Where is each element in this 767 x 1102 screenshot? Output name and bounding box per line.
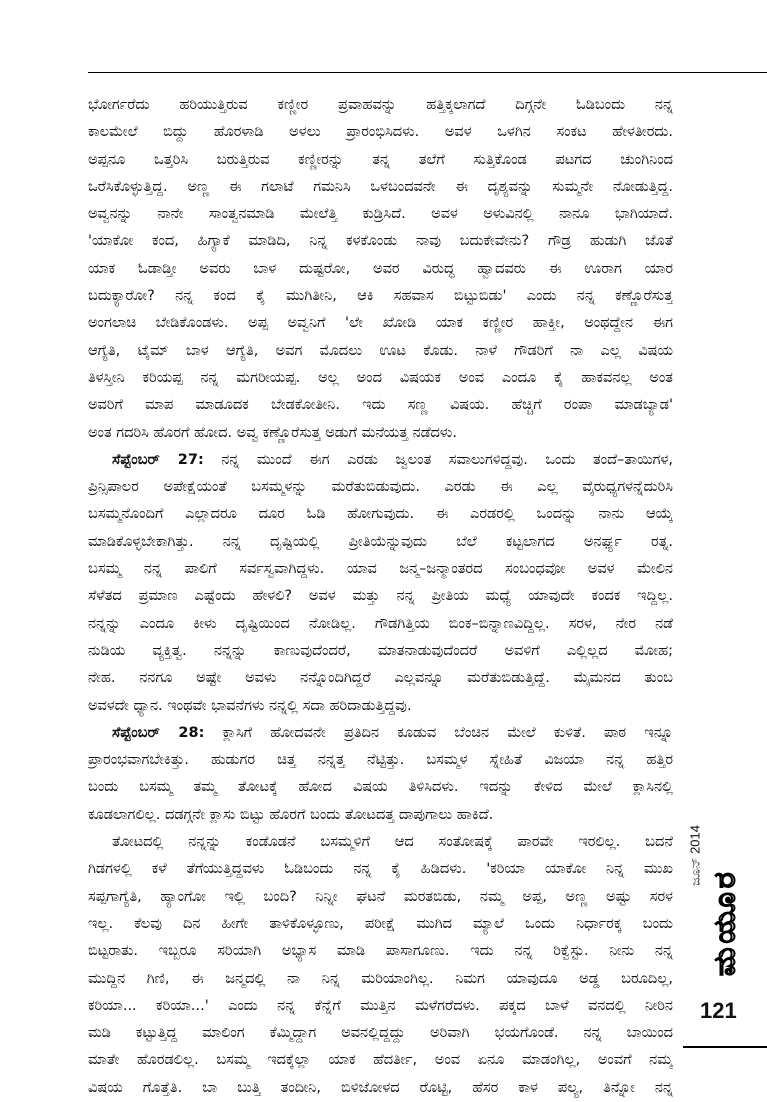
body-line: ನನ್ನನ್ನು ಎಂದೂ ಕೀಳು ದೃಷ್ಟಿಯಿಂದ ನೋಡಿಲ್ಲ. ಗೌಡಗಿತ್ತಿಯ ಬಿಂಕ–ಬಿನ್ನಾಣವಿದ್ದಿಲ್ಲ. ಸರಳ, ನೇರ ನಡೆ: [88, 615, 673, 632]
body-line: ಅವರಿಗೆ ಮಾಪ ಮಾಡೂದಕ ಬೇಡಕೋತೀನಿ. ಇದು ಸಣ್ಣ ವಿಷಯ. ಹೆಚ್ಚಿಗೆ ರಂಪಾ ಮಾಡಬ್ಯಾಡ': [88, 397, 673, 414]
body-line: ಸಪ್ಪಗಾಗ್ಯೆತಿ, ಹ್ಯಾಂಗೋ ಇಲ್ಲಿ ಬಂದಿ? ನಿನ್ನೀ ಘಟನೆ ಮರತಬಿಡು, ನಮ್ಮ ಅಪ್ಪ, ಅಣ್ಣ ಅಷ್ಟು ಸರಳ: [88, 888, 673, 905]
body-line: ಮಾತೇ ಹೊರಡಲಿಲ್ಲ. ಬಸಮ್ಮ ಇದಕ್ಕೆಲ್ಲಾ ಯಾಕ ಹೆದರ್ತೀ, ಅಂವ ಏನೂ ಮಾಡಂಗಿಲ್ಲ, ಅಂವಗೆ ನಮ್ಮ: [88, 1052, 673, 1069]
body-line-dated: ಸೆಪ್ಟೆಂಬರ್ 27: ನನ್ನ ಮುಂದೆ ಈಗ ಎರಡು ಜ್ವಲಂತ ಸವಾಲುಗಳಿದ್ದವು. ಒಂದು ತಂದೆ–ತಾಯಿಗಳ,: [112, 451, 673, 468]
body-line-dated: ಸೆಪ್ಟೆಂಬರ್ 28: ಕ್ಲಾಸಿಗೆ ಹೋದವನೇ ಪ್ರತಿದಿನ ಕೂಡುವ ಬೆಂಚಿನ ಮೇಲೆ ಕುಳಿತೆ. ಪಾಠ ಇನ್ನೂ: [112, 724, 673, 741]
body-line: ಇಲ್ಲ. ಕೆಲವು ದಿನ ಹೀಗೇ ತಾಳಿಕೊಳ್ಳೂಣು, ಪರೀಕ್ಷೆ ಮುಗಿದ ಮ್ಯಾಲೆ ಒಂದು ನಿರ್ಧಾರಕ್ಕ ಬಂದು: [88, 915, 673, 932]
bottom-rule: [683, 1046, 767, 1048]
body-line: ಯಾಕ ಓಡಾಡ್ತೀ ಅವರು ಬಾಳ ದುಷ್ಟರೋ, ಅವರ ವಿರುದ್ಧ ಹ್ವಾದವರು ಈ ಊರಾಗ ಯಾರ: [88, 260, 673, 277]
body-line: ಸೆಳೆತದ ಪ್ರಮಾಣ ಎಷ್ಟೆಂದು ಹೇಳಲಿ? ಅವಳ ಮತ್ತು ನನ್ನ ಪ್ರೀತಿಯ ಮಧ್ಯೆ ಯಾವುದೇ ಕಂದಕ ಇದ್ದಿಲ್ಲ.: [88, 588, 673, 605]
body-line: ನುಡಿಯ ವ್ಯಕ್ತಿತ್ವ. ನನ್ನನ್ನು ಕಾಣುವುದೆಂದರೆ, ಮಾತನಾಡುವುದೆಂದರೆ ಅವಳಿಗೆ ಎಲ್ಲಿಲ್ಲದ ಮೋಹ;: [88, 642, 673, 659]
body-line: ಬದುಕ್ಯಾರೋ? ನನ್ನ ಕಂದ ಕೈ ಮುಗಿತೀನಿ, ಆಕಿ ಸಹವಾಸ ಬಿಟ್ಟುಬಿಡು' ಎಂದು ನನ್ನ ಕಣ್ಣೊರೆಸುತ್ತ: [88, 288, 673, 305]
page-number: 121: [700, 998, 737, 1023]
body-line: ಬಂದು ಬಸಮ್ಮ ತಮ್ಮ ತೋಟಕ್ಕೆ ಹೋದ ವಿಷಯ ತಿಳಿಸಿದಳು. ಇದನ್ನು ಕೇಳಿದ ಮೇಲೆ ಕ್ಲಾಸಿನಲ್ಲಿ: [88, 779, 673, 796]
body-line: ಪ್ರಾರಂಭವಾಗಬೇಕಿತ್ತು. ಹುಡುಗರ ಚಿತ್ತ ನನ್ನತ್ತ ನೆಟ್ಟಿತ್ತು. ಬಸಮ್ಮಳ ಸ್ನೇಹಿತೆ ವಿಜಯಾ ನನ್ನ ಹತ್ತಿರ: [88, 752, 673, 769]
body-line: ಮಡಿ ಕಟ್ಟುತ್ತಿದ್ದ ಮಾಲಿಂಗ ಕೆಮ್ಮಿದ್ದಾಗ ಅವನಲ್ಲಿದ್ದದ್ದು ಅರಿವಾಗಿ ಭಯಗೊಂಡೆ. ನನ್ನ ಬಾಯಿಂದ: [88, 1025, 673, 1042]
body-line: ಆಗ್ಯೆತಿ, ಟೈಮ್ ಬಾಳ ಆಗ್ಯೆತಿ, ಅವಗ ಮೊದಲು ಊಟ ಕೊಡು. ನಾಳೆ ಗೌಡರಿಗೆ ನಾ ಎಲ್ಲ ವಿಷಯ: [88, 342, 673, 359]
body-line: ಒರೆಸಿಕೊಳ್ಳುತ್ತಿದ್ದ. ಅಣ್ಣ ಈ ಗಲಾಟೆ ಗಮನಿಸಿ ಒಳಬಂದವನೇ ಈ ದೃಶ್ಯವನ್ನು ಸುಮ್ಮನೇ ನೋಡುತ್ತಿದ್ದ.: [88, 178, 673, 195]
issue-date: ಜೂನ್ 2014: [687, 824, 703, 886]
body-line: ಗಿಡಗಳಲ್ಲಿ ಕಳೆ ತೆಗೆಯುತ್ತಿದ್ದವಳು ಓಡಿಬಂದು ನನ್ನ ಕೈ ಹಿಡಿದಳು. 'ಕರಿಯಾ ಯಾಕೋ ನಿನ್ನ ಮುಖ: [88, 861, 673, 878]
body-line: ಮಾಡಿಕೊಳ್ಳಬೇಕಾಗಿತ್ತು. ನನ್ನ ದೃಷ್ಟಿಯಲ್ಲಿ ಪ್ರೀತಿಯೆನ್ನುವುದು ಬೆಲೆ ಕಟ್ಟಲಾಗದ ಅನರ್ಘ್ಯ ರತ್ನ.: [88, 533, 673, 550]
body-line: ಅಂತ ಗದರಿಸಿ ಹೊರಗೆ ಹೋದ. ಅವ್ವ ಕಣ್ಣೊರೆಸುತ್ತ ಅಡುಗೆ ಮನೆಯತ್ತ ನಡೆದಳು.: [88, 424, 458, 441]
body-line: 'ಯಾಕೋ ಕಂದ, ಹಿಗ್ಯಾಕೆ ಮಾಡಿದಿ, ನಿನ್ನ ಕಳಕೊಂಡು ನಾವು ಬದುಕೇವೇನು? ಗೌಡ್ರ ಹುಡುಗಿ ಜೊತೆ: [88, 233, 673, 250]
body-line: ತಿಳಸ್ತೀನಿ ಕರಿಯಪ್ಪ ನನ್ನ ಮಗರೀಯಪ್ಪ. ಅಲ್ಲ ಅಂದ ವಿಷಯಕ ಅಂವ ಎಂದೂ ಕೈ ಹಾಕವನಲ್ಲ ಅಂತ: [88, 369, 673, 386]
body-line: ಬಸಮ್ಮ ನನ್ನ ಪಾಲಿಗೆ ಸರ್ವಸ್ವವಾಗಿದ್ದಳು. ಯಾವ ಜನ್ಮ–ಜನ್ಮಾಂತರದ ಸಂಬಂಧವೋ ಅವಳ ಮೇಲಿನ: [88, 561, 673, 578]
body-line: ಕರಿಯಾ... ಕರಿಯಾ...' ಎಂದು ನನ್ನ ಕೆನ್ನೆಗೆ ಮುತ್ತಿನ ಮಳೆಗರೆದಳು. ಪಕ್ಕದ ಬಾಳೆ ವನದಲ್ಲಿ ನೀರಿನ: [88, 997, 673, 1014]
article-body: [88, 92, 673, 1102]
magazine-logo: ಮಯೂರ: [707, 868, 743, 977]
top-rule: [88, 72, 767, 73]
body-line: ತೋಟದಲ್ಲಿ ನನ್ನನ್ನು ಕಂಡೊಡನೆ ಬಸಮ್ಮಳಿಗೆ ಆದ ಸಂತೋಷಕ್ಕೆ ಪಾರವೇ ಇರಲಿಲ್ಲ. ಬದನೆ: [112, 834, 673, 851]
body-line: ಕೂಡಲಾಗಲಿಲ್ಲ. ದಡಗ್ಗನೇ ಕ್ಲಾಸು ಬಿಟ್ಟು ಹೊರಗೆ ಬಂದು ತೋಟದತ್ತ ದಾಪುಗಾಲು ಹಾಕಿದೆ.: [88, 806, 494, 823]
body-line: ಭೋರ್ಗರೆದು ಹರಿಯುತ್ತಿರುವ ಕಣ್ಣೀರ ಪ್ರವಾಹವನ್ನು ಹತ್ತಿಕ್ಕಲಾಗದೆ ದಿಗ್ಗನೇ ಓಡಿಬಂದು ನನ್ನ: [88, 97, 673, 113]
body-line: ಅಪ್ಪನೂ ಒತ್ತರಿಸಿ ಬರುತ್ತಿರುವ ಕಣ್ಣೀರನ್ನು ತನ್ನ ತಲೆಗೆ ಸುತ್ತಿಕೊಂಡ ಪಟಗದ ಚುಂಗಿನಿಂದ: [88, 151, 673, 168]
body-line: ನೇಹ. ನನಗೂ ಅಷ್ಟೇ ಅವಳು ನನ್ನೊಂದಿಗಿದ್ದರೆ ಎಲ್ಲವನ್ನೂ ಮರೆತುಬಿಡುತ್ತಿದ್ದೆ. ಮೈಮನದ ತುಂಬ: [88, 670, 673, 687]
diary-date-label: ಸೆಪ್ಟೆಂಬರ್ 28:: [112, 724, 205, 741]
body-line: ಅವಳದೇ ಧ್ಯಾನ. ಇಂಥವೇ ಭಾವನೆಗಳು ನನ್ನಲ್ಲಿ ಸದಾ ಹರಿದಾಡುತ್ತಿದ್ದವು.: [88, 697, 412, 714]
body-line: ಅಂಗಲಾಚಿ ಬೇಡಿಕೊಂಡಳು. ಅಪ್ಪ ಅವ್ವನಿಗೆ 'ಲೇ ಖೋಡಿ ಯಾಕ ಕಣ್ಣೀರ ಹಾಕ್ತೀ, ಅಂಥದ್ದೇನ ಈಗ: [88, 315, 673, 332]
diary-date-label: ಸೆಪ್ಟೆಂಬರ್ 27:: [112, 451, 204, 468]
body-line: ಮುದ್ದಿನ ಗಿಣಿ, ಈ ಜನ್ಮದಲ್ಲಿ ನಾ ನಿನ್ನ ಮರಿಯಾಂಗಿಲ್ಲ. ನಿಮಗ ಯಾವುದೂ ಅಡ್ಡ ಬರೂದಿಲ್ಲ,: [88, 970, 673, 987]
body-line: ಕಾಲಮೇಲೆ ಬಿದ್ದು ಹೊರಳಾಡಿ ಅಳಲು ಪ್ರಾರಂಭಿಸಿದಳು. ಅವಳ ಒಳಗಿನ ಸಂಕಟ ಹೇಳತೀರದು.: [88, 124, 673, 141]
body-line: ವಿಷಯ ಗೊತ್ತೆತಿ. ಬಾ ಬುತ್ತಿ ತಂದೀನಿ, ಬಿಳಿಜೋಳದ ರೊಟ್ಟಿ, ಹೆಸರ ಕಾಳ ಪಲ್ಯ, ತಿನ್ನೋ ನನ್ನ: [88, 1079, 673, 1096]
body-line: ಅವ್ವನನ್ನು ನಾನೇ ಸಾಂತ್ವನಮಾಡಿ ಮೇಲೆತ್ತಿ ಕುಡ್ರಿಸಿದೆ. ಅವಳ ಅಳುವಿನಲ್ಲಿ ನಾನೂ ಭಾಗಿಯಾದೆ.: [88, 206, 673, 223]
body-line: ಬಿಟ್ಟರಾತು. ಇಬ್ಬರೂ ಸರಿಯಾಗಿ ಅಭ್ಯಾಸ ಮಾಡಿ ಪಾಸಾಗೂಣು. ಇದು ನನ್ನ ರಿಕ್ವೆಸ್ಟು. ನೀನು ನನ್ನ: [88, 943, 673, 960]
body-line: ಪ್ರಿನ್ಸಿಪಾಲರ ಅಪೇಕ್ಷೆಯಂತೆ ಬಸಮ್ಮಳನ್ನು ಮರೆತುಬಿಡುವುದು. ಎರಡು ಈ ಎಲ್ಲ ವೈರುಧ್ಯಗಳನ್ನೆದುರಿಸಿ: [88, 479, 673, 496]
body-line: ಬಸಮ್ಮನೊಂದಿಗೆ ಎಲ್ಲಾದರೂ ದೂರ ಓಡಿ ಹೋಗುವುದು. ಈ ಎರಡರಲ್ಲಿ ಒಂದನ್ನು ನಾನು ಆಯ್ಕೆ: [88, 506, 673, 523]
